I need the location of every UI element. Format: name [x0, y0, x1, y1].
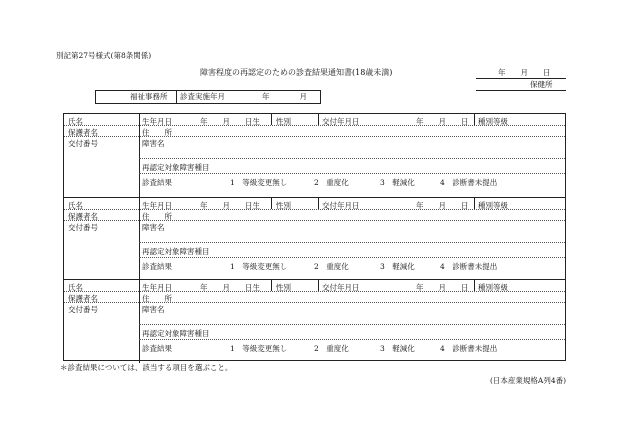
- recert-label: 再認定対象障害種目: [142, 329, 210, 339]
- divider: [474, 280, 475, 291]
- disability-label: 障害名: [142, 139, 165, 148]
- address-label: 住 所: [142, 294, 172, 304]
- exam-date-label: 診査実施年月: [180, 92, 225, 101]
- row-divider: [139, 339, 565, 340]
- issue-no-label: 交付番号: [68, 305, 98, 315]
- option-4: 4 診断書未提出: [440, 178, 498, 187]
- note-text: ＊診査結果については、該当する項目を選ぶこと。: [60, 363, 233, 372]
- birth-date: 年 月 日生: [200, 200, 260, 210]
- divider: [474, 114, 475, 125]
- divider: [139, 198, 140, 209]
- divider: [139, 114, 140, 125]
- divider: [474, 198, 475, 209]
- option-1: 1 等級変更無し: [230, 261, 288, 271]
- result-label: 診査結果: [142, 344, 172, 354]
- name-label: 氏名: [68, 117, 83, 126]
- disability-label: 障害名: [142, 305, 165, 315]
- option-3: 3 軽減化: [380, 261, 415, 271]
- paper-size-note: (日本産業規格A列4番): [490, 376, 567, 385]
- birth-date: 年 月 日生: [200, 117, 260, 126]
- issue-date: 年 月 日: [416, 117, 469, 126]
- disability-label: 障害名: [142, 222, 165, 232]
- date-label: 年 月 日: [498, 68, 551, 77]
- result-label: 診査結果: [142, 178, 172, 187]
- sex-label: 性別: [276, 117, 291, 126]
- issue-no-label: 交付番号: [68, 222, 98, 232]
- guardian-label: 保護者名: [68, 211, 98, 221]
- date-underline: [476, 78, 566, 79]
- sex-label: 性別: [276, 283, 291, 293]
- option-4: 4 診断書未提出: [440, 344, 498, 354]
- option-1: 1 等級変更無し: [230, 344, 288, 354]
- sex-label: 性別: [276, 200, 291, 210]
- person-block: [64, 279, 565, 363]
- person-block: [64, 197, 565, 281]
- address-label: 住 所: [142, 211, 172, 221]
- option-2: 2 重度化: [314, 344, 349, 354]
- recert-label: 再認定対象障害種目: [142, 246, 210, 256]
- welfare-divider: [176, 90, 177, 104]
- option-4: 4 診断書未提出: [440, 261, 498, 271]
- option-1: 1 等級変更無し: [230, 178, 288, 187]
- divider: [271, 114, 272, 125]
- issue-date-label: 交付年月日: [322, 117, 360, 126]
- divider: [318, 114, 319, 125]
- name-label: 氏名: [68, 200, 83, 210]
- issue-date-label: 交付年月日: [322, 200, 360, 210]
- welfare-office-label: 福祉事務所: [130, 92, 168, 101]
- birth-label: 生年月日: [142, 200, 172, 210]
- issue-date-label: 交付年月日: [322, 283, 360, 293]
- grade-label: 種別等級: [478, 283, 508, 293]
- birth-label: 生年月日: [142, 117, 172, 126]
- exam-date-value: 年 月: [262, 92, 307, 101]
- name-label: 氏名: [68, 283, 83, 293]
- grade-label: 種別等級: [478, 117, 508, 126]
- birth-date: 年 月 日生: [200, 283, 260, 293]
- guardian-label: 保護者名: [68, 128, 98, 137]
- issue-no-label: 交付番号: [68, 139, 98, 148]
- option-3: 3 軽減化: [380, 344, 415, 354]
- divider: [139, 280, 140, 291]
- office-underline: [476, 90, 566, 91]
- row-divider: [139, 158, 565, 159]
- option-3: 3 軽減化: [380, 178, 415, 187]
- divider: [271, 198, 272, 209]
- birth-label: 生年月日: [142, 283, 172, 293]
- row-divider: [139, 173, 565, 174]
- guardian-label: 保護者名: [68, 294, 98, 304]
- row-divider: [64, 302, 565, 303]
- row-divider: [139, 242, 565, 243]
- person-block: [64, 114, 565, 197]
- divider: [271, 280, 272, 291]
- result-table: [63, 113, 566, 361]
- row-divider: [64, 136, 565, 137]
- divider: [318, 280, 319, 291]
- document-title: 障害程度の再認定のための診査結果通知書(18歳未満): [200, 68, 393, 77]
- result-label: 診査結果: [142, 261, 172, 271]
- recert-label: 再認定対象障害種目: [142, 163, 210, 172]
- issue-date: 年 月 日: [416, 200, 469, 210]
- form-number: 別記第27号様式(第8条関係): [56, 51, 152, 60]
- row-divider: [64, 220, 565, 221]
- divider: [318, 198, 319, 209]
- option-2: 2 重度化: [314, 261, 349, 271]
- option-2: 2 重度化: [314, 178, 349, 187]
- row-divider: [139, 257, 565, 258]
- row-divider: [139, 324, 565, 325]
- health-center-label: 保健所: [530, 80, 553, 89]
- issue-date: 年 月 日: [416, 283, 469, 293]
- grade-label: 種別等級: [478, 200, 508, 210]
- address-label: 住 所: [142, 128, 172, 137]
